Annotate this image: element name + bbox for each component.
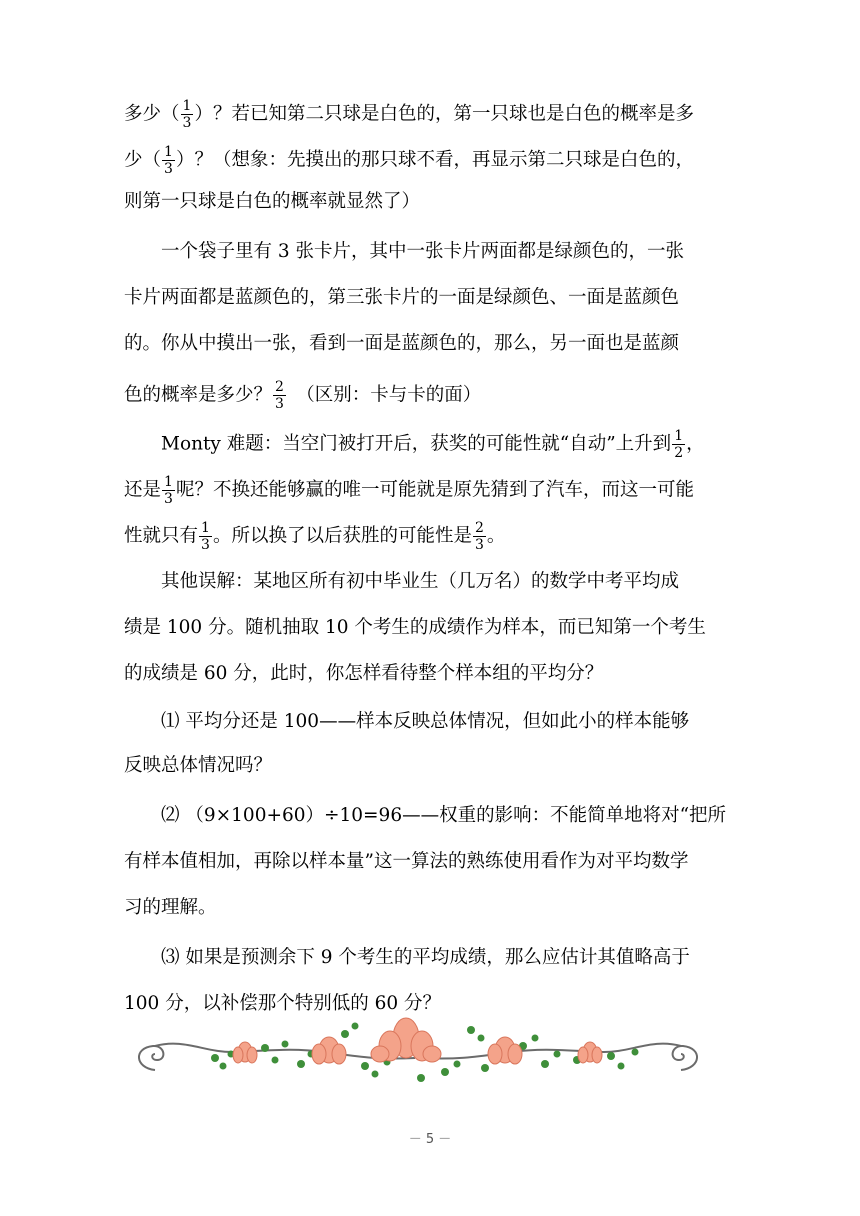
- text-line: 有样本值相加，再除以样本量”这一算法的熟练使用看作为对平均数学: [124, 851, 689, 872]
- fraction: [672, 428, 685, 461]
- numerator: 1: [164, 474, 173, 490]
- text-segment: ）？若已知第二只球是白色的，第一只球也是白色的概率是多: [194, 103, 694, 125]
- text-segment: 。: [486, 525, 506, 547]
- lotus-flower: [312, 1037, 346, 1064]
- denominator: 3: [182, 115, 192, 131]
- text-line: 的成绩是 60 分，此时，你怎样看待整个样本组的平均分？: [124, 663, 604, 684]
- text-line: [124, 520, 506, 553]
- fraction: [162, 474, 175, 507]
- list-item-3: ⑶ 如果是预测余下 9 个考生的平均成绩，那么应估计其值略高于: [161, 947, 690, 968]
- text-segment: 少（: [124, 149, 162, 171]
- text-segment: 。所以换了以后获胜的可能性是: [212, 525, 472, 547]
- text-line: 的。你从中摸出一张，看到一面是蓝颜色的，那么，另一面也是蓝颜: [124, 333, 680, 354]
- text-segment: Monty 难题：当空门被打开后，获奖的可能性就“自动”上升到: [161, 433, 672, 455]
- text-segment: ）？（想象：先摸出的那只球不看，再显示第二只球是白色的，: [175, 149, 694, 171]
- text-segment: 多少（: [124, 103, 180, 125]
- text-segment: 色的概率是多少？: [124, 384, 273, 406]
- numerator: 1: [164, 144, 173, 160]
- denominator: 3: [201, 537, 210, 553]
- paragraph-first-line: [161, 428, 705, 461]
- denominator: 3: [275, 396, 284, 412]
- text-segment: ，: [686, 433, 705, 455]
- lotus-flower: [233, 1042, 257, 1063]
- text-line: 100 分，以补偿那个特别低的 60 分？: [124, 993, 441, 1014]
- numerator: 1: [674, 428, 684, 444]
- numerator: 1: [201, 520, 210, 536]
- list-item-2: ⑵ （9×100+60）÷10=96——权重的影响：不能简单地将对“把所: [161, 805, 727, 826]
- fraction: [199, 520, 212, 553]
- lotus-flower: [578, 1042, 602, 1063]
- denominator: 3: [164, 161, 173, 177]
- text-line: 则第一只球是白色的概率就显然了）: [124, 191, 421, 212]
- fraction: [162, 144, 175, 177]
- floral-vine-ornament: [125, 1008, 711, 1094]
- lotus-flower-large: [371, 1018, 441, 1062]
- list-item-1: ⑴ 平均分还是 100——样本反映总体情况，但如此小的样本能够: [161, 711, 690, 732]
- paragraph-first-line: 一个袋子里有 3 张卡片，其中一张卡片两面都是绿颜色的，一张: [161, 241, 685, 262]
- numerator: 1: [182, 98, 192, 114]
- text-line: 卡片两面都是蓝颜色的，第三张卡片的一面是绿颜色、一面是蓝颜色: [124, 287, 680, 308]
- text-line: [124, 379, 482, 412]
- denominator: 3: [474, 537, 484, 553]
- text-line: [124, 98, 694, 131]
- page-number: － 5 －: [408, 1132, 452, 1147]
- numerator: 2: [275, 379, 284, 395]
- paragraph-first-line: 其他误解：某地区所有初中毕业生（几万名）的数学中考平均成: [161, 571, 680, 592]
- fraction: [181, 98, 194, 131]
- text-segment: 还是: [124, 479, 162, 501]
- denominator: 3: [164, 491, 173, 507]
- text-line: [124, 144, 694, 177]
- text-line: 绩是 100 分。随机抽取 10 个考生的成绩作为样本，而已知第一个考生: [124, 617, 706, 638]
- text-segment: 呢？不换还能够赢的唯一可能就是原先猜到了汽车，而这一可能: [175, 479, 694, 501]
- text-line: 反映总体情况吗？: [124, 755, 273, 776]
- lotus-flower: [488, 1037, 522, 1064]
- text-segment: （区别：卡与卡的面）: [286, 384, 482, 406]
- text-line: 习的理解。: [124, 897, 217, 918]
- numerator: 2: [474, 520, 484, 536]
- fraction: [473, 520, 486, 553]
- text-line: [124, 474, 694, 507]
- denominator: 2: [674, 445, 684, 461]
- fraction: [273, 379, 286, 412]
- lotus-flowers: [233, 1018, 602, 1064]
- text-segment: 性就只有: [124, 525, 199, 547]
